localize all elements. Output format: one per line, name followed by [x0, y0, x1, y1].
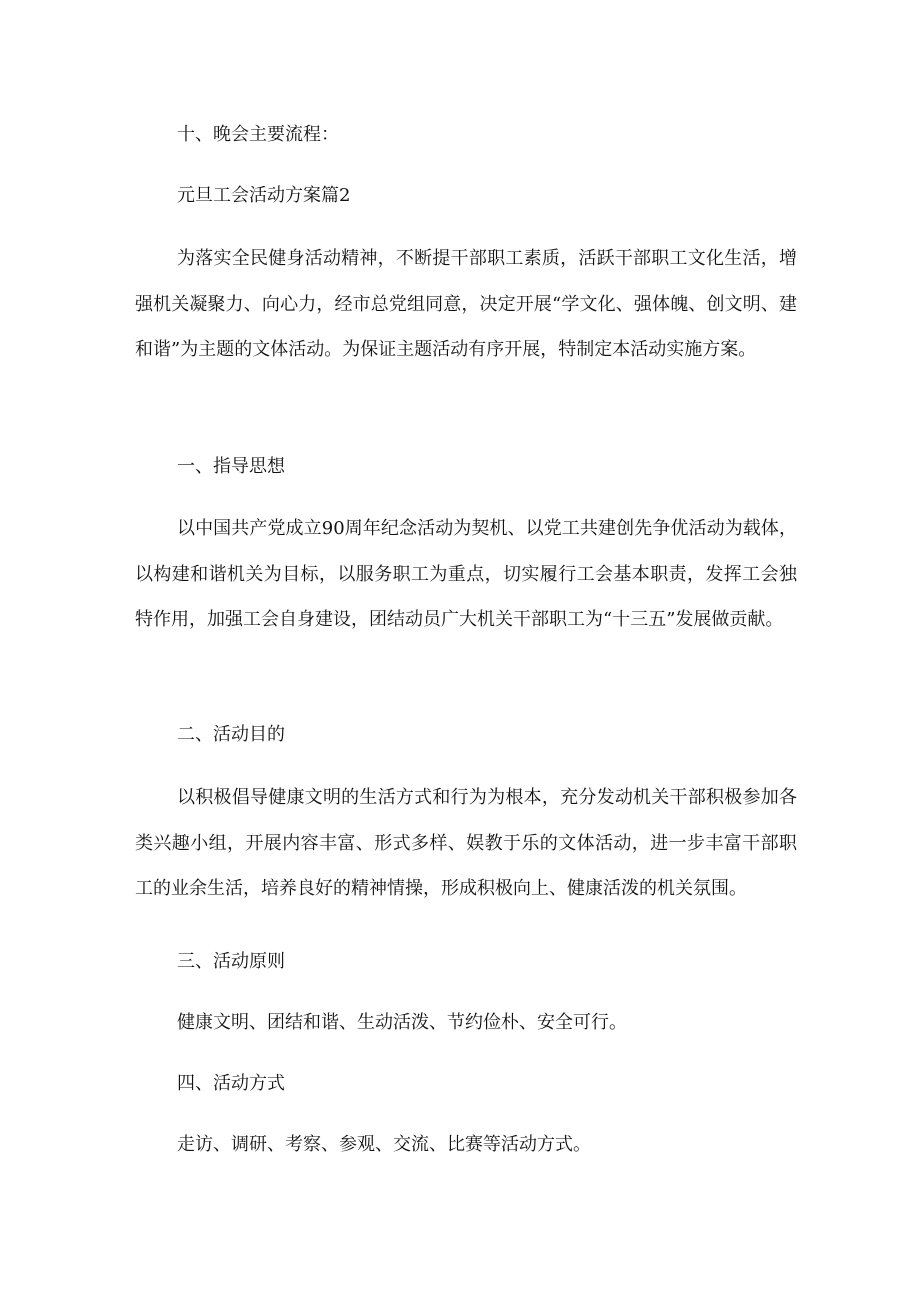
section-body-one: 以中国共产党成立90周年纪念活动为契机、以党工共建创先争优活动为载体，以构建和谐机关为目标，以服务职工为重点，切实履行工会基本职责，发挥工会独特作用，加强工会自身建设，团结动员广大机关干部职工为“十三五”发展做贡献。 [135, 518, 797, 630]
section-heading-one: 一、指导思想 [177, 456, 285, 477]
section-heading-two: 二、活动目的 [177, 724, 285, 745]
section-body-three: 健康文明、团结和谐、生动活泼、节约俭朴、安全可行。 [177, 1012, 627, 1033]
section-heading-four: 四、活动方式 [177, 1073, 285, 1094]
section-body-four: 走访、调研、考察、参观、交流、比赛等活动方式。 [177, 1134, 591, 1155]
document-subtitle: 元旦工会活动方案篇2 [177, 185, 351, 206]
intro-paragraph: 为落实全民健身活动精神，不断提干部职工素质，活跃干部职工文化生活，增强机关凝聚力、向心力，经市总党组同意，决定开展“学文化、强体魄、创文明、建和谐”为主题的文体活动。为保证主题活动有序开展，特制定本活动实施方案。 [135, 248, 797, 360]
section-heading-three: 三、活动原则 [177, 951, 285, 972]
section-heading-ten: 十、晚会主要流程： [177, 124, 339, 145]
section-body-two: 以积极倡导健康文明的生活方式和行为为根本，充分发动机关干部积极参加各类兴趣小组，开展内容丰富、形式多样、娱教于乐的文体活动，进一步丰富干部职工的业余生活，培养良好的精神情操，形成积极向上、健康活泼的机关氛围。 [135, 787, 797, 899]
